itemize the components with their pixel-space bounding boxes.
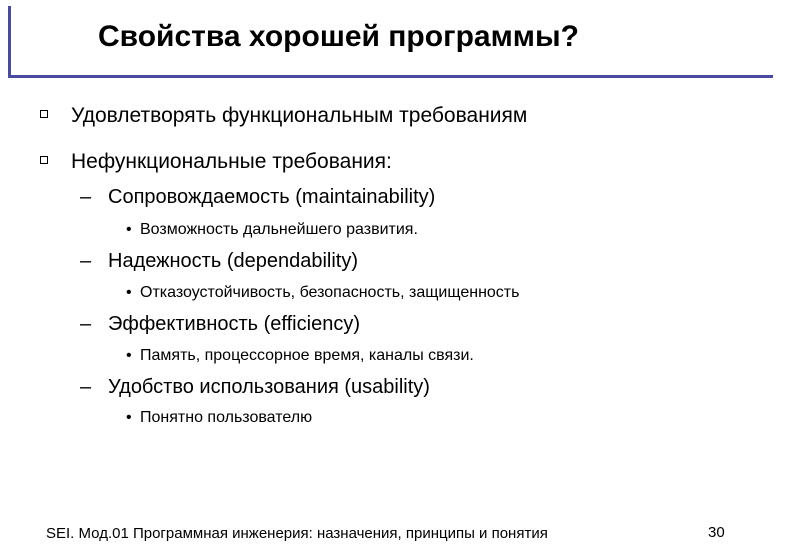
subitem-text: Надежность (dependability): [108, 250, 359, 272]
detail-dependability: [126, 284, 519, 302]
dot-bullet-icon: •: [126, 409, 132, 426]
list-item-text: Удовлетворять функциональным требованиям: [71, 104, 528, 127]
dot-bullet-icon: •: [126, 347, 132, 364]
title-accent-bar: [8, 6, 11, 78]
subitem-maintainability: [80, 186, 435, 209]
checkbox-bullet-icon: [40, 110, 48, 118]
detail-efficiency: [126, 347, 474, 365]
title-underline: [8, 75, 773, 78]
detail-text: Отказоустойчивость, безопасность, защищенность: [140, 284, 520, 301]
subitem-usability: [80, 376, 430, 399]
list-item-functional: [40, 104, 527, 128]
checkbox-bullet-icon: [40, 156, 48, 164]
subitem-text: Сопровождаемость (maintainability): [108, 186, 436, 208]
detail-maintainability: [126, 221, 418, 239]
dash-bullet-icon: –: [80, 313, 92, 335]
dash-bullet-icon: –: [80, 250, 92, 272]
detail-text: Память, процессорное время, каналы связи.: [140, 347, 474, 364]
footer-text: SEI. Мод.01 Программная инженерия: назначения, принципы и понятия: [46, 525, 548, 542]
list-item-nonfunctional: [40, 150, 392, 174]
detail-text: Возможность дальнейшего развития.: [140, 221, 418, 238]
list-item-text: Нефункциональные требования:: [71, 150, 392, 173]
subitem-text: Эффективность (efficiency): [108, 313, 360, 335]
subitem-text: Удобство использования (usability): [108, 376, 430, 398]
subitem-dependability: [80, 250, 358, 273]
dot-bullet-icon: •: [126, 284, 132, 301]
subitem-efficiency: [80, 313, 360, 336]
detail-usability: [126, 409, 312, 427]
detail-text: Понятно пользователю: [140, 409, 313, 426]
slide-title: Свойства хорошей программы?: [98, 20, 579, 53]
dash-bullet-icon: –: [80, 186, 92, 208]
page-number: 30: [708, 524, 725, 541]
dash-bullet-icon: –: [80, 376, 92, 398]
dot-bullet-icon: •: [126, 221, 132, 238]
